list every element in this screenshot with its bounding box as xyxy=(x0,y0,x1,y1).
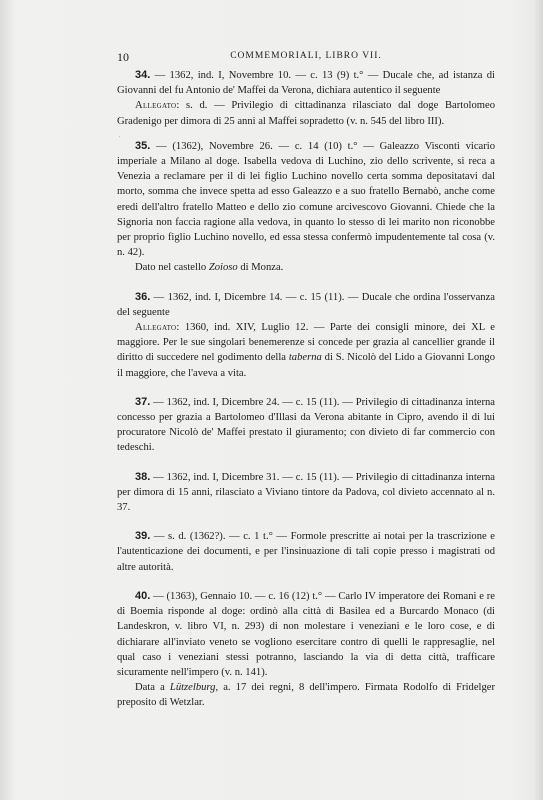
entry-text xyxy=(117,395,495,456)
page-number: 10 xyxy=(117,50,129,64)
entry-number: 39. xyxy=(135,530,151,543)
dato-prefix: Dato nel castello xyxy=(135,262,209,274)
entry-number: 35. xyxy=(135,139,151,152)
dato-paragraph xyxy=(117,260,495,275)
entry-text xyxy=(117,68,495,98)
allegato-italic: taberna xyxy=(288,352,322,364)
page-header xyxy=(117,50,495,64)
entry-body: — 1362, ind. I, Novembre 10. — c. 13 (9) t.° — Ducale che, ad istanza di Giovanni del fu Antonio de' Maffei da Verona, dichiara autentico il seguente xyxy=(117,70,495,97)
entry-36 xyxy=(117,290,495,381)
stray-mark xyxy=(118,129,495,139)
entry-39 xyxy=(117,529,495,575)
entry-body: — 1362, ind. I, Dicembre 31. — c. 15 (11). — Privilegio di cittadinanza interna per dimora di 15 anni, rilasciato a Viviano tintore da Padova, col divieto accennato al n. 37. xyxy=(117,471,495,514)
entry-text xyxy=(117,589,495,680)
dato-prefix: Data a xyxy=(135,682,170,694)
allegato-paragraph xyxy=(117,98,495,128)
entry-body: — (1362), Novembre 26. — c. 14 (10) t.° — Galeazzo Visconti vicario imperiale a Milano al doge. Isabella vedova di Luchino, zio dello scrivente, si reca a Venezia a reclamare per il di lei figlio Luchino novello certa somma depositatavi dal morto, somma che invece spetta ad esso Galeazzo e a suo fratello Bernabò, anche come eredi dell'altro fratello Matteo e dello zio comune arcivescovo Giovanni. Chiede che la Signoria non faccia ragione alla vedova, in quanto lo stesso di lei marito non riconobbe per proprio figlio Luchino novello, ed essa stessa confermò impudentemente tal cosa (v. n. 42). xyxy=(117,140,495,259)
entry-body: — 1362, ind. I, Dicembre 14. — c. 15 (11). — Ducale che ordina l'osservanza del seguente xyxy=(117,291,495,318)
entry-number: 37. xyxy=(135,395,151,408)
entry-body: — (1363), Gennaio 10. — c. 16 (12) t.° — Carlo IV imperatore dei Romani e re di Boemia risponde al doge: ordinò alla città di Basilea ed a Burcardo Monaco (di Landeskron, v. libro VI, n. 293) di non molestare i veneziani e le loro cose, e di dichiarare all'inviato veneto se vogliono esercitare contro di quelli le rappresaglie, nel qual caso i veneziani stessi potranno, lasciando la via di detta città, trafficare sicuramente nell'impero (v. n. 141). xyxy=(117,590,495,678)
entry-text xyxy=(117,529,495,575)
allegato-paragraph xyxy=(117,320,495,381)
allegato-label: Allegato xyxy=(135,322,177,334)
dato-place: Lützelburg xyxy=(169,682,216,694)
allegato-text: : s. d. — Privilegio di cittadinanza rilasciato dal doge Bartolomeo Gradenigo per dimora di 25 anni al Maffei sopradetto (v. n. 545 del libro III). xyxy=(117,100,495,127)
entry-text xyxy=(117,470,495,516)
running-title: COMMEMORIALI, LIBRO VII. xyxy=(230,51,382,61)
entry-37 xyxy=(117,395,495,456)
dato-place: Zoioso xyxy=(208,262,238,274)
entry-number: 34. xyxy=(135,69,151,81)
allegato-label: Allegato xyxy=(135,100,177,112)
allegato-text-end: di S. Nicolò del Lido a Giovanni Longo il maggiore, che l'aveva a vita. xyxy=(117,352,496,379)
dato-suffix: , a. 17 dei regni, 8 dell'impero. Firmata Rodolfo di Fridelger preposito di Wetzlar. xyxy=(117,682,495,709)
entry-body: — 1362, ind. I, Dicembre 24. — c. 15 (11). — Privilegio di cittadinanza interna concesso per grazia a Bartolomeo d'Illasi da Verona abitante in Cipro, avendo il di lui procuratore Nicolò de' Maffei prestato il giuramento; con divieto di far commercio con tedeschi. xyxy=(117,396,495,454)
entry-number: 40. xyxy=(135,589,151,602)
entry-34 xyxy=(117,68,495,129)
dato-suffix: di Monza. xyxy=(237,262,284,274)
page-body xyxy=(117,68,495,711)
entry-number: 36. xyxy=(135,290,151,303)
entry-38 xyxy=(117,470,495,516)
entry-text xyxy=(117,139,495,261)
entry-35 xyxy=(117,139,495,276)
page-edge-shadow xyxy=(533,0,543,800)
entry-body: — s. d. (1362?). — c. 1 t.° — Formole prescritte ai notai per la trascrizione e l'autenticazione dei documenti, e per l'insinuazione di tali copie presso i magistrati od altre autorità. xyxy=(117,531,495,573)
entry-text xyxy=(117,290,495,320)
dato-paragraph xyxy=(117,680,495,710)
entry-40 xyxy=(117,589,495,711)
entry-number: 38. xyxy=(135,470,151,483)
allegato-text: : 1360, ind. XIV, Luglio 12. — Parte dei consigli minore, dei XL e maggiore. Per le sue singolari benemerenze si concede per grazia al cancellier grande il diritto di succedere nel godimento della xyxy=(117,322,495,364)
